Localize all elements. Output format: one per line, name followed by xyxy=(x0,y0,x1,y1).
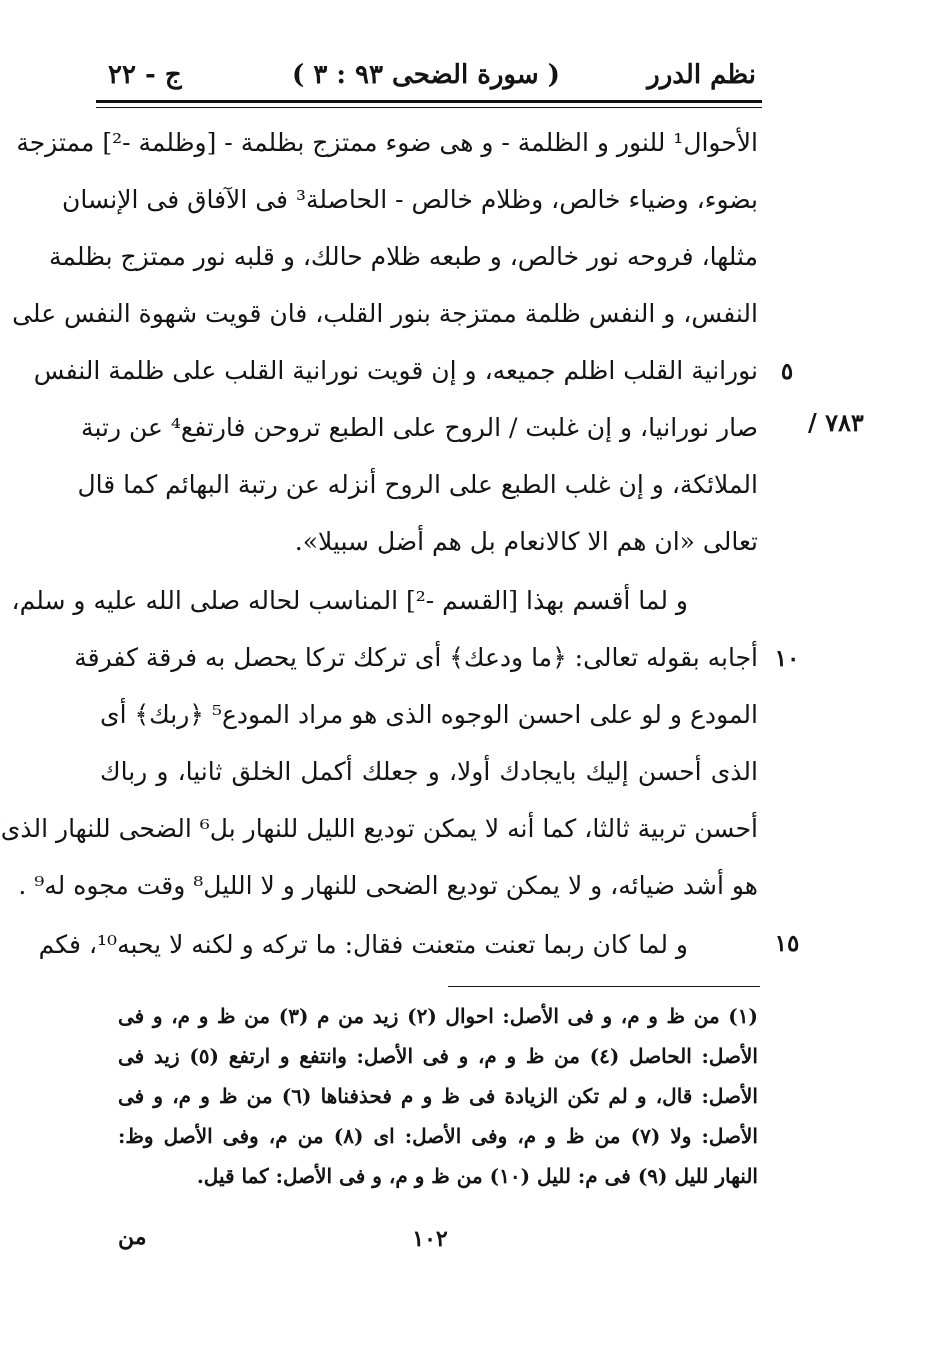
footnote-line: الأصل: قال، و لم تكن الزيادة فى ظ و م فحذفناها (٦) من ظ و م، و فى xyxy=(118,1084,758,1108)
text-line: نورانية القلب اظلم جميعه، و إن قويت نورانية القلب على ظلمة النفس xyxy=(33,356,758,385)
line-number-15: ١٥ xyxy=(774,930,800,957)
text-line: الذى أحسن إليك بايجادك أولا، و جعلك أكمل الخلق ثانيا، و رباك xyxy=(100,757,758,786)
text-line: تعالى «ان هم الا كالانعام بل هم أضل سبيلا». xyxy=(294,527,758,556)
footnote-line: النهار لليل (٩) فى م: لليل (١٠) من ظ و م، و فى الأصل: كما قيل. xyxy=(196,1164,758,1188)
volume-number: ج - ٢٢ xyxy=(108,60,182,90)
text-line: بضوء، وضياء خالص، وظلام خالص - الحاصلة³ فى الآفاق فى الإنسان xyxy=(61,185,758,214)
text-line: و لما أقسم بهذا [القسم -²] المناسب لحاله صلى الله عليه و سلم، xyxy=(11,586,688,615)
footnote-line: الأصل: ولا (٧) من ظ و م، وفى الأصل: اى (٨) من م، وفى الأصل وظ: xyxy=(118,1124,758,1148)
text-line: المودع و لو على احسن الوجوه الذى هو مراد المودع⁵ ﴿ربك﴾ أى xyxy=(100,700,758,729)
text-line: صار نورانيا، و إن غلبت / الروح على الطبع تروحن فارتفع⁴ عن رتبة xyxy=(81,413,758,442)
text-line: مثلها، فروحه نور خالص، و طبعه ظلام حالك، و قلبه نور ممتزج بظلمة xyxy=(49,242,758,271)
text-line: أحسن تربية ثالثا، كما أنه لا يمكن توديع الليل للنهار بل⁶ الضحى للنهار الذى xyxy=(0,814,758,843)
header-rule xyxy=(96,100,762,103)
line-number-5: ٥ xyxy=(780,358,794,385)
text-line: و لما كان ربما تعنت متعنت فقال: ما تركه و لكنه لا يحبه¹⁰، فكم xyxy=(38,930,688,959)
line-number-10: ١٠ xyxy=(774,645,800,672)
footnotes xyxy=(118,996,758,1196)
page-number: ١٠٢ xyxy=(412,1226,448,1252)
paragraph-1 xyxy=(12,114,758,570)
catchword: من xyxy=(118,1224,147,1250)
surah-reference: ( سورة الضحى ٩٣ : ٣ ) xyxy=(292,60,560,90)
book-title: نظم الدرر xyxy=(647,60,756,90)
header-rule-thin xyxy=(96,107,762,108)
paragraph-2 xyxy=(0,572,758,914)
footnote-line: (١) من ظ و م، و فى الأصل: احوال (٢) زيد من م (٣) من ظ و م، و فى xyxy=(118,1004,758,1028)
text-line: الأحوال¹ للنور و الظلمة - و هى ضوء ممتزج بظلمة - [وظلمة -²] ممتزجة xyxy=(16,128,758,157)
text-line: الملائكة، و إن غلب الطبع على الروح أنزله عن رتبة البهائم كما قال xyxy=(77,470,758,499)
text-line: النفس، و النفس ظلمة ممتزجة بنور القلب، فان قويت شهوة النفس على xyxy=(12,299,758,328)
paragraph-3 xyxy=(38,916,758,973)
footnote-rule xyxy=(448,986,760,987)
text-line: هو أشد ضيائه، و لا يمكن توديع الضحى للنهار و لا الليل⁸ وقت مجوه له⁹ . xyxy=(18,871,758,900)
manuscript-folio-reference: ٧٨٣ / xyxy=(808,408,864,437)
text-line: أجابه بقوله تعالى: ﴿ما ودعك﴾ أى تركك تركا يحصل به فرقة كفرقة xyxy=(74,643,758,672)
footnote-line: الأصل: الحاصل (٤) من ظ و م، و فى الأصل: وانتفع و ارتفع (٥) زيد فى xyxy=(118,1044,758,1068)
running-header xyxy=(96,52,756,98)
